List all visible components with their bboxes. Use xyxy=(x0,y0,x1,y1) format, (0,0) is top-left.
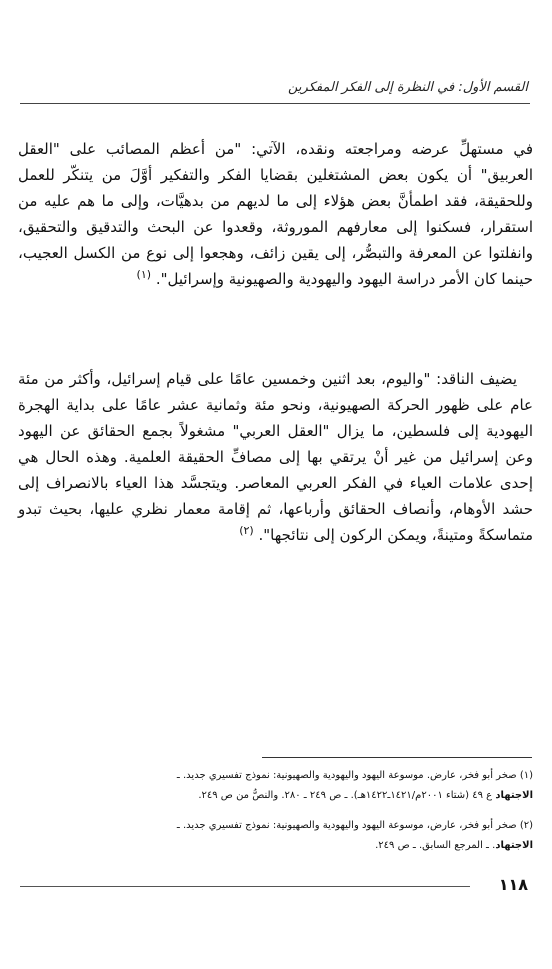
footnote-1 xyxy=(18,766,533,806)
footnote-1-tail: ع ٤٩ (شتاء ٢٠٠١م/١٤٢١ـ١٤٢٢هـ). ـ ص ٢٤٩ ـ ٢٨٠. والنصُّ من ص ٢٤٩. xyxy=(198,790,493,801)
paragraph-2-text: يضيف الناقد: "واليوم، بعد اثنين وخمسين عامًا على قيام إسرائيل، وأكثر من مئة عام على ظهور الحركة الصهيونية، ونحو مئة وثمانية عشر عامًا على بداية الهجرة اليهودية إلى فلسطين، ما يزال "العقل العربي" مشغولاً بجمع الحقائق عن اليهود وعن إسرائيل من غير أنْ يرتقي بها إلى مصافِّ الحقيقة العلمية. وهذه الحال هي إحدى علامات العياء في الفكر العربي المعاصر. ويتجسَّد هذا العياء بالانصراف إلى حشد الأوهام، وأنصاف الحقائق وأرباعها، ثم إقامة معمار نظري عليها، بحيث تبدو متماسكةً ومتينةً، ويمكن الركون إلى نتائجها". xyxy=(18,370,533,544)
page-number: ١١٨ xyxy=(498,875,528,894)
header-rule xyxy=(20,103,530,104)
footnote-2-text: (٢) صخر أبو فخر، عارض، موسوعة اليهود واليهودية والصهيونية: نموذج تفسيري جديد. ـ xyxy=(176,820,533,831)
body-paragraph-2 xyxy=(18,366,533,548)
footnote-ref-2[interactable]: (٢) xyxy=(239,524,254,537)
footnote-2 xyxy=(18,816,533,856)
footer-rule xyxy=(20,886,470,887)
running-header: القسم الأول: في النظرة إلى الفكر المفكرين xyxy=(288,80,528,95)
footnote-separator xyxy=(262,757,532,758)
paragraph-1-text: في مستهلِّ عرضه ومراجعته ونقده، الآتي: "من أعظم المصائب على "العقل العربيق" أن يكون بعض المشتغلين بقضايا الفكر والتفكير أوَّلَ من يتنكّر للعمل وللحقيقة، فقد اطمأنَّ بعض هؤلاء إلى ما لديهم من بدهيَّات، وإلى ما هم عليه من استقرار، فسكنوا إلى معارفهم الموروثة، وقعدوا عن البحث والتدقيق والتحقيق، وانفلتوا عن المعرفة والتبصُّر، إلى يقين زائف، وهجعوا إلى نوع من الكسل العجيب، حينما كان الأمر دراسة اليهود واليهودية والصهيونية وإسرائيل". xyxy=(18,140,533,288)
body-paragraph-1 xyxy=(18,136,533,292)
footnote-2-journal: الاجتهاد xyxy=(495,840,533,851)
footnote-1-journal: الاجتهاد xyxy=(495,790,533,801)
footnote-2-tail: . ـ المرجع السابق. ـ ص ٢٤٩. xyxy=(375,840,496,851)
footnote-ref-1[interactable]: (١) xyxy=(136,268,152,281)
footnote-1-text: (١) صخر أبو فخر، عارض. موسوعة اليهود واليهودية والصهيونية: نموذج تفسيري جديد. ـ xyxy=(176,770,533,781)
